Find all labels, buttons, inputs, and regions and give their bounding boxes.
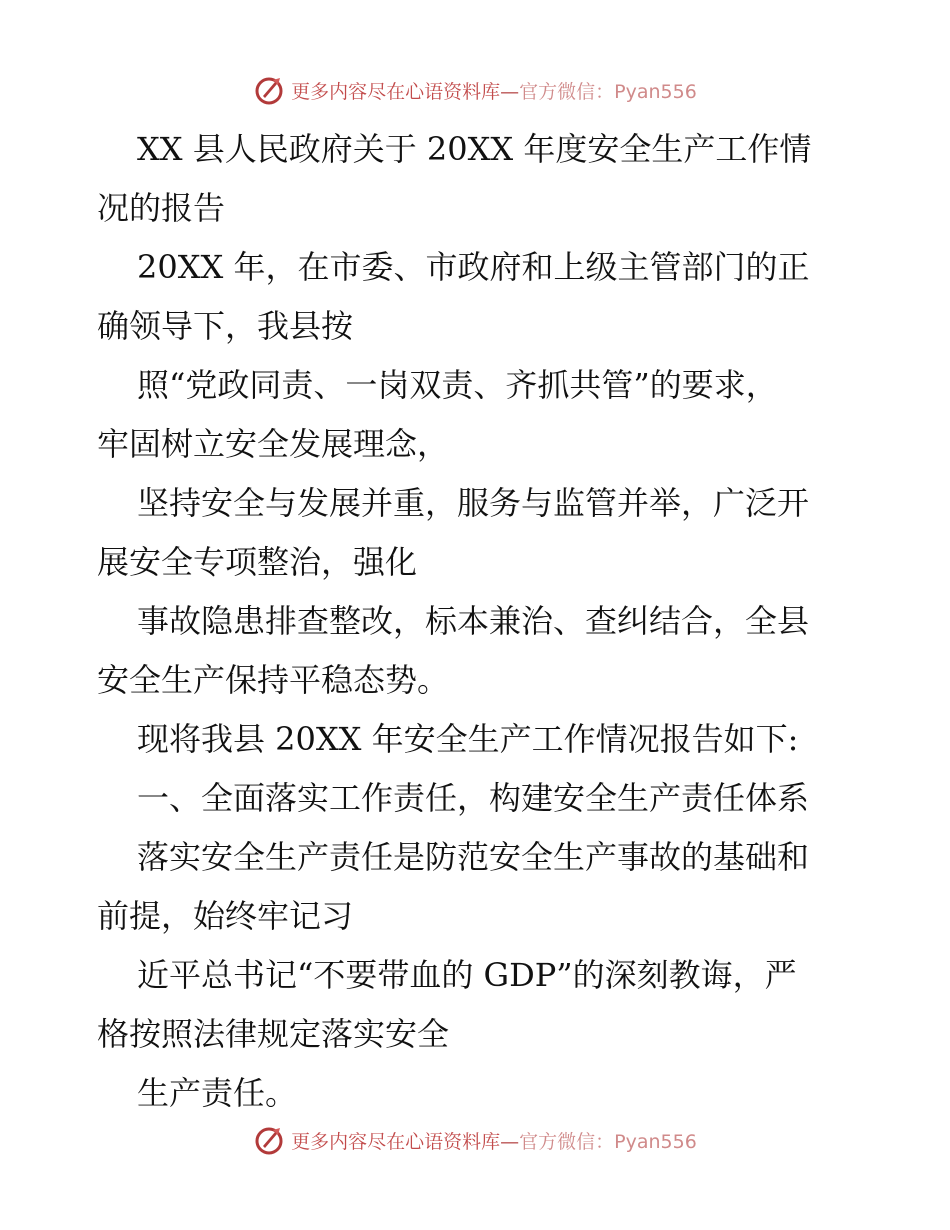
banner-title: 更多内容尽在心语资料库	[291, 1130, 501, 1153]
banner-contact: 官方微信：Pyan556	[519, 80, 697, 103]
document-line: 生产责任。	[137, 1074, 298, 1112]
banner-contact: 官方微信：Pyan556	[519, 1130, 697, 1153]
banner-separator: —	[500, 80, 520, 103]
document-line: 近平总书记“不要带血的 GDP”的深刻教诲，严	[137, 956, 797, 994]
banner-separator: —	[500, 1130, 520, 1153]
footer-banner	[0, 1120, 950, 1160]
document-line: 一、全面落实工作责任，构建安全生产责任体系	[137, 779, 810, 817]
banner-text	[291, 77, 697, 104]
document-body	[97, 120, 857, 1123]
document-line: 安全生产保持平稳态势。	[97, 661, 450, 699]
banner-text	[291, 1127, 697, 1154]
header-banner	[0, 70, 950, 110]
document-line: 前提，始终牢记习	[97, 897, 354, 935]
quill-seal-icon	[253, 74, 285, 106]
document-line: 坚持安全与发展并重，服务与监管并举，广泛开	[137, 484, 810, 522]
document-line: 展安全专项整治，强化	[97, 543, 418, 581]
document-line: 20XX 年，在市委、市政府和上级主管部门的正	[137, 248, 810, 286]
document-line: 事故隐患排查整改，标本兼治、查纠结合，全县	[137, 602, 810, 640]
document-line: 确领导下，我县按	[97, 307, 354, 345]
document-line: 照“党政同责、一岗双责、齐抓共管”的要求，	[137, 366, 778, 404]
document-line: 况的报告	[97, 189, 226, 227]
document-line: 落实安全生产责任是防范安全生产事故的基础和	[137, 838, 810, 876]
document-line: 现将我县 20XX 年安全生产工作情况报告如下:	[137, 720, 799, 758]
banner-title: 更多内容尽在心语资料库	[291, 80, 501, 103]
quill-seal-icon	[253, 1124, 285, 1156]
document-line: 牢固树立安全发展理念，	[97, 425, 450, 463]
document-line: 格按照法律规定落实安全	[97, 1015, 450, 1053]
document-line: XX 县人民政府关于 20XX 年度安全生产工作情	[137, 130, 812, 168]
